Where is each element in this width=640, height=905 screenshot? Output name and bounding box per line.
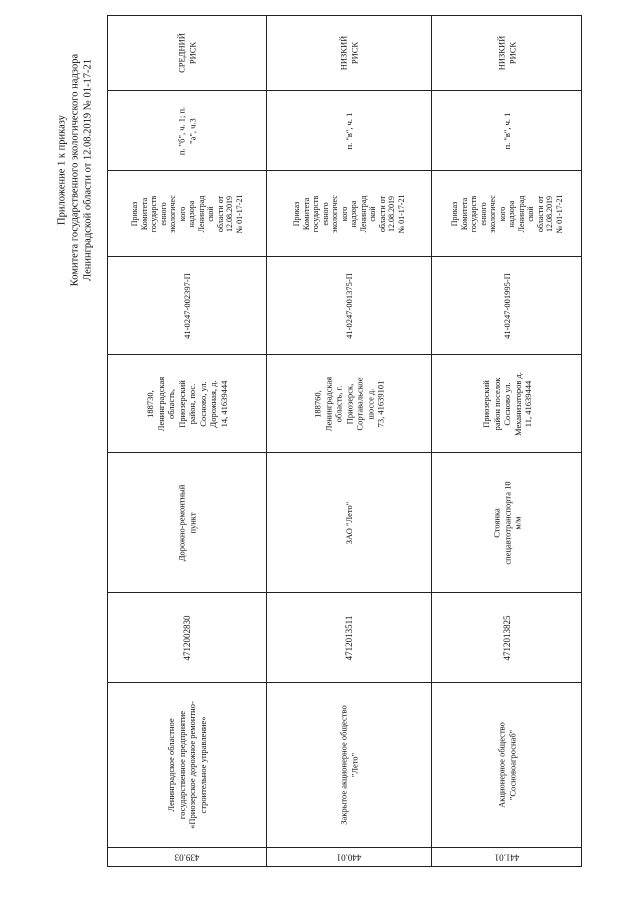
criteria-cell	[432, 91, 581, 171]
address-cell	[108, 355, 266, 453]
inn-cell	[432, 593, 581, 683]
organization-name: Акционерное общество "Сосновоагроснаб"	[496, 722, 517, 808]
object-cell	[267, 453, 431, 593]
object-cell	[432, 453, 581, 593]
criteria-cell	[108, 91, 266, 171]
order-cell	[267, 171, 431, 257]
criteria-text: п. "б", ч. 1; п. "а", ч.3	[176, 106, 197, 155]
registry-table	[107, 15, 582, 867]
address-text: 188730, Ленинградская область, Приозерский район, пос. Сосново, ул. Дорожная, д. 14, 41639444	[145, 376, 229, 431]
row-number: 439.03	[174, 852, 200, 863]
name-cell	[267, 683, 431, 848]
object-code: 41-0247-001375-П	[343, 272, 354, 339]
code-cell	[108, 257, 266, 355]
code-cell	[267, 257, 431, 355]
name-cell	[432, 683, 581, 848]
order-text: Приказ Комитета государств енного экологичес кого надзора Ленинград ской области от 12.08.2019 № 01-17-21	[130, 194, 244, 233]
code-cell	[432, 257, 581, 355]
criteria-text: п. "в", ч. 1	[343, 112, 354, 149]
risk-label: НИЗКИЙ РИСК	[338, 35, 359, 71]
object-cell	[108, 453, 266, 593]
number-cell	[108, 848, 266, 866]
number-cell	[432, 848, 581, 866]
risk-label: НИЗКИЙ РИСК	[496, 35, 517, 71]
criteria-cell	[267, 91, 431, 171]
row-number: 441.01	[494, 852, 519, 863]
table-row	[267, 16, 432, 866]
row-number: 440.01	[336, 852, 362, 863]
risk-cell	[108, 16, 266, 91]
inn-text: 4712013825	[501, 615, 512, 660]
address-cell	[432, 355, 581, 453]
inn-text: 4712002830	[181, 615, 192, 660]
organization-name: Ленинградское областное государственное предприятие «Приозерское дорожное ремонтно- строительное управление»	[166, 701, 208, 829]
header-text	[56, 10, 95, 330]
object-text: Дорожно-ремонтный пункт	[176, 484, 197, 561]
inn-cell	[108, 593, 266, 683]
organization-name: Закрытое акционерное общество "Лето"	[338, 705, 359, 825]
header-line-3: Ленинградской области от 12.08.2019 № 01-17-21	[82, 59, 94, 281]
criteria-text: п. "в", ч. 1	[501, 112, 512, 149]
risk-cell	[267, 16, 431, 91]
inn-cell	[267, 593, 431, 683]
risk-label: СРЕДНИЙ РИСК	[176, 33, 197, 73]
header-line-2: Комитета государственного экологического надзора	[69, 53, 81, 287]
address-cell	[267, 355, 431, 453]
object-text: Стоянка спецавтотранспорта 10 м/м	[490, 480, 522, 565]
object-code: 41-0247-002397-П	[181, 272, 192, 339]
risk-cell	[432, 16, 581, 91]
table-row	[432, 16, 581, 866]
order-cell	[432, 171, 581, 257]
object-text: ЗАО "Лето"	[343, 501, 354, 544]
object-code: 41-0247-001995-П	[501, 272, 512, 339]
table-row	[108, 16, 267, 866]
address-text: 188760, Ленинградская область, г. Приозерск, Сортавальское шоссе д. 73, 41639101	[312, 376, 386, 431]
number-cell	[267, 848, 431, 866]
header-line-1: Приложение 1 к приказу	[56, 115, 68, 225]
inn-text: 4712013511	[343, 615, 354, 660]
address-text: Приозерский район поселок Сосново ул. Механизаторов д. 11, 41639444	[480, 371, 533, 436]
order-text: Приказ Комитета государств енного экологичес кого надзора Ленинград ской области от 12.08.2019 № 01-17-21	[292, 194, 406, 233]
order-cell	[108, 171, 266, 257]
name-cell	[108, 683, 266, 848]
document-header	[40, 0, 110, 905]
order-text: Приказ Комитета государств енного экологичес кого надзора Ленинград ской области от 12.08.2019 № 01-17-21	[449, 194, 563, 233]
